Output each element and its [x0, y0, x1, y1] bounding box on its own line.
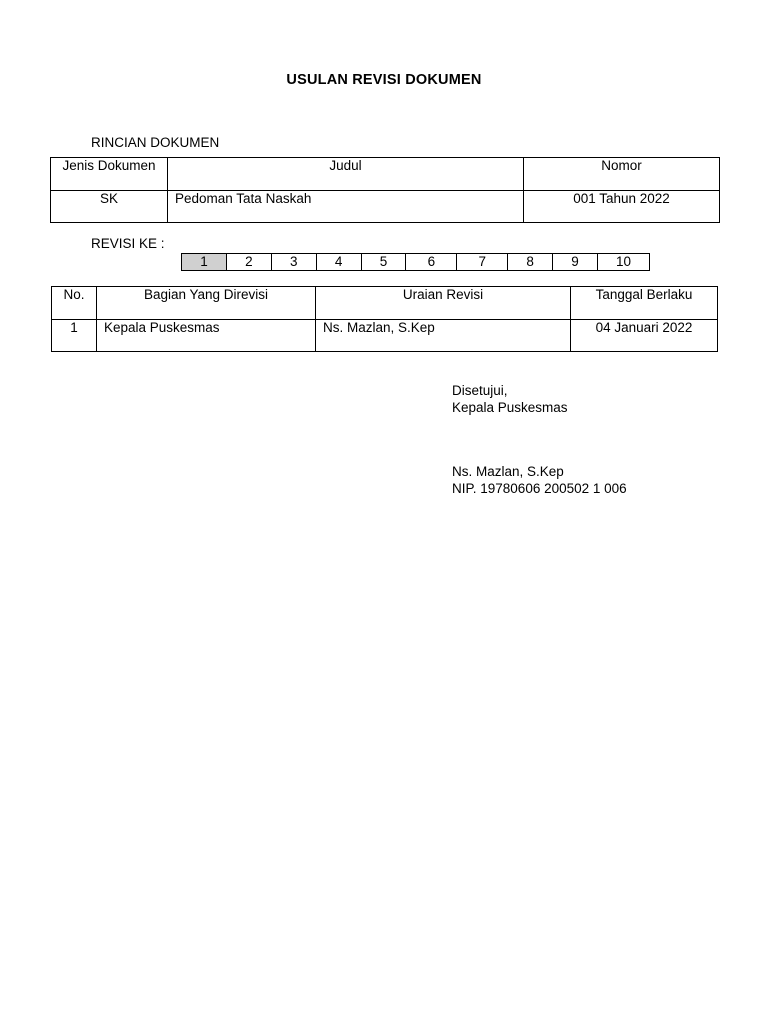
cell-no: 1: [52, 320, 97, 352]
header-uraian: Uraian Revisi: [316, 287, 571, 320]
revisi-number-5: 5: [361, 254, 406, 271]
header-judul: Judul: [168, 158, 524, 191]
revisi-number-7: 7: [457, 254, 508, 271]
revisi-number-8: 8: [508, 254, 553, 271]
table-row: [52, 320, 718, 352]
approved-label: Disetujui,: [452, 383, 508, 398]
revisi-number-4: 4: [316, 254, 361, 271]
table-header-row: [52, 287, 718, 320]
cell-uraian: Ns. Mazlan, S.Kep: [316, 320, 571, 352]
header-no: No.: [52, 287, 97, 320]
signatory-block: [452, 463, 627, 497]
approval-block: [452, 382, 568, 416]
approver-position: Kepala Puskesmas: [452, 400, 568, 415]
revisi-number-6: 6: [406, 254, 457, 271]
cell-bagian: Kepala Puskesmas: [97, 320, 316, 352]
header-bagian: Bagian Yang Direvisi: [97, 287, 316, 320]
revisi-number-3: 3: [271, 254, 316, 271]
signatory-name: Ns. Mazlan, S.Kep: [452, 464, 564, 479]
cell-judul: Pedoman Tata Naskah: [168, 191, 524, 223]
header-nomor: Nomor: [524, 158, 720, 191]
signatory-nip: NIP. 19780606 200502 1 006: [452, 481, 627, 496]
revisi-number-1: 1: [182, 254, 227, 271]
revisi-number-2: 2: [226, 254, 271, 271]
revisi-number-table: [181, 253, 650, 271]
table-header-row: [51, 158, 720, 191]
rincian-table: [50, 157, 720, 223]
header-jenis-dokumen: Jenis Dokumen: [51, 158, 168, 191]
header-tanggal: Tanggal Berlaku: [571, 287, 718, 320]
page-title: USULAN REVISI DOKUMEN: [286, 72, 482, 88]
cell-nomor: 001 Tahun 2022: [524, 191, 720, 223]
revisi-number-10: 10: [597, 254, 649, 271]
rincian-label: RINCIAN DOKUMEN: [91, 135, 220, 150]
cell-tanggal: 04 Januari 2022: [571, 320, 718, 352]
revisi-number-9: 9: [553, 254, 598, 271]
cell-jenis-dokumen: SK: [51, 191, 168, 223]
revision-table: [51, 286, 718, 352]
revisi-label: REVISI KE :: [91, 236, 165, 251]
table-row: [51, 191, 720, 223]
